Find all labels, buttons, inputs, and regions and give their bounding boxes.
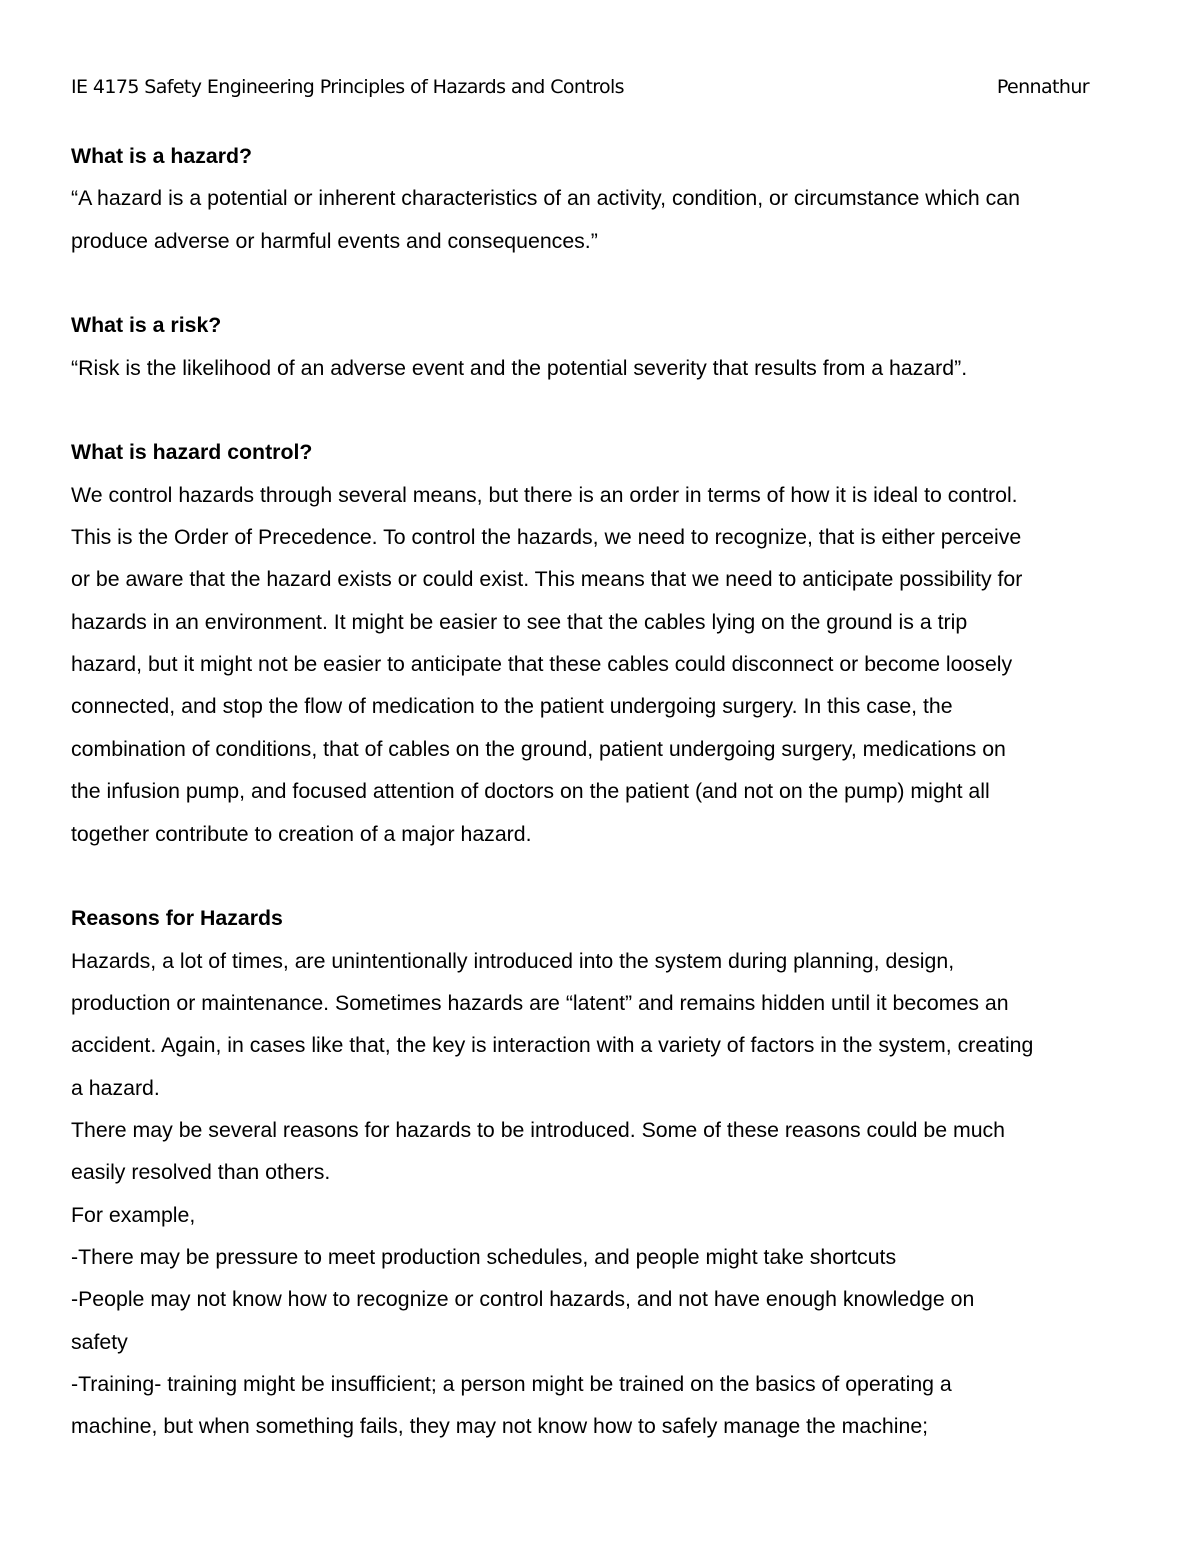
section-hazard-definition [71, 135, 1136, 262]
paragraph-line: the infusion pump, and focused attention of doctors on the patient (and not on the pump) might all [71, 779, 990, 804]
paragraph-line: Hazards, a lot of times, are unintentionally introduced into the system during planning, design, [71, 948, 955, 973]
list-item: -Training- training might be insufficient; a person might be trained on the basics of operating a [71, 1371, 952, 1396]
list-item: -People may not know how to recognize or control hazards, and not have enough knowledge on [71, 1287, 975, 1312]
list-item-continuation: safety [71, 1329, 128, 1354]
section-heading: What is a hazard? [71, 144, 253, 168]
paragraph-line: or be aware that the hazard exists or could exist. This means that we need to anticipate possibility for [71, 567, 1023, 592]
section-heading: Reasons for Hazards [71, 906, 283, 931]
course-title: IE 4175 Safety Engineering Principles of Hazards and Controls [71, 76, 624, 98]
paragraph-line: hazard, but it might not be easier to anticipate that these cables could disconnect or become loosely [71, 652, 1013, 677]
paragraph-line: together contribute to creation of a major hazard. [71, 821, 532, 846]
paragraph-line: “A hazard is a potential or inherent characteristics of an activity, condition, or circumstance which can [71, 186, 1020, 211]
paragraph-line: hazards in an environment. It might be easier to see that the cables lying on the ground is a trip [71, 609, 968, 634]
list-item: -There may be pressure to meet production schedules, and people might take shortcuts [71, 1244, 897, 1269]
paragraph-line: For example, [71, 1202, 196, 1227]
paragraph-line: There may be several reasons for hazards to be introduced. Some of these reasons could be much [71, 1117, 1006, 1142]
paragraph-line: a hazard. [71, 1075, 160, 1100]
section-reasons-for-hazards [71, 897, 1136, 1447]
paragraph-line: We control hazards through several means, but there is an order in terms of how it is ideal to control. [71, 482, 1018, 507]
paragraph-line: connected, and stop the flow of medication to the patient undergoing surgery. In this case, the [71, 694, 953, 719]
page-header [71, 72, 1089, 102]
section-heading: What is a risk? [71, 313, 222, 338]
paragraph-line: combination of conditions, that of cables on the ground, patient undergoing surgery, medications on [71, 736, 1006, 761]
author-name: Pennathur [996, 76, 1089, 98]
paragraph-line: “Risk is the likelihood of an adverse event and the potential severity that results from a hazard”. [71, 355, 968, 380]
section-risk-definition [71, 304, 1136, 389]
paragraph-line: production or maintenance. Sometimes hazards are “latent” and remains hidden until it becomes an [71, 990, 1009, 1015]
paragraph-gap [71, 855, 1136, 897]
paragraph-line: easily resolved than others. [71, 1160, 331, 1185]
paragraph-gap [71, 389, 1136, 431]
document-body [71, 135, 1136, 1448]
section-heading: What is hazard control? [71, 440, 313, 465]
paragraph-line: This is the Order of Precedence. To control the hazards, we need to recognize, that is either perceive [71, 525, 1022, 550]
list-item-continuation: machine, but when something fails, they may not know how to safely manage the machine; [71, 1414, 929, 1439]
paragraph-line: accident. Again, in cases like that, the key is interaction with a variety of factors in the system, creating [71, 1033, 1034, 1058]
paragraph-line: produce adverse or harmful events and consequences.” [71, 228, 598, 253]
section-hazard-control [71, 431, 1136, 854]
paragraph-gap [71, 262, 1136, 304]
